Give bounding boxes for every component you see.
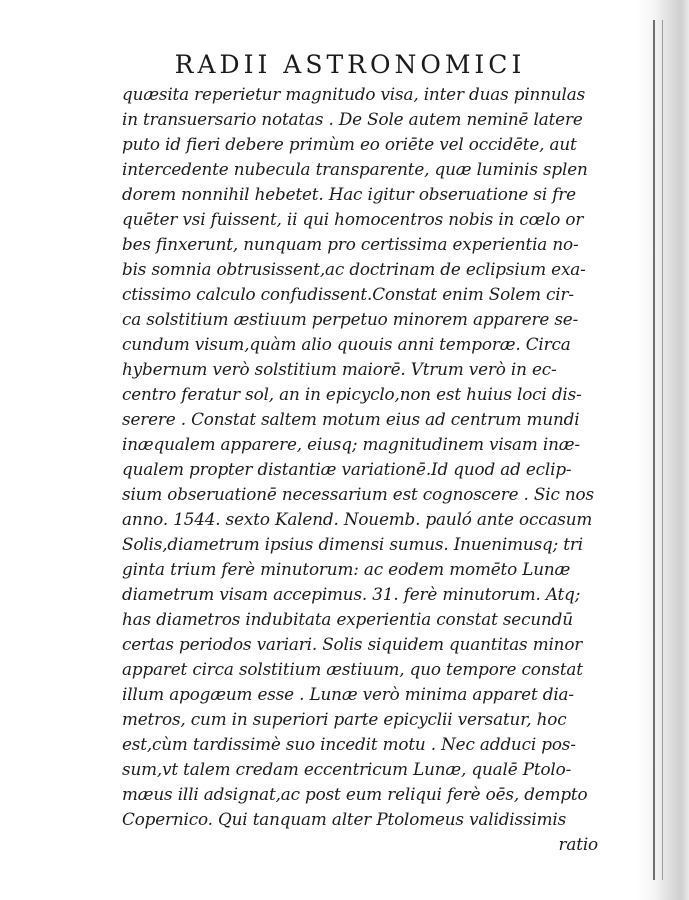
text-line: apparet circa solstitium æstiuum, quo tempore constat — [122, 659, 583, 679]
text-line: has diametros indubitata experientia constat secundū — [122, 609, 573, 629]
text-line: inæqualem apparere, eiusq; magnitudinem visam inæ- — [122, 434, 580, 454]
running-head: RADII ASTRONOMICI — [174, 50, 526, 79]
text-line: ca solstitium æstiuum perpetuo minorem apparere se- — [122, 309, 579, 329]
text-line: metros, cum in superiori parte epicyclii versatur, hoc — [122, 709, 567, 729]
text-line: quæsita reperietur magnitudo visa, inter duas pinnulas — [122, 84, 586, 104]
text-line: hybernum verò solstitium maiorē. Vtrum verò in ec- — [122, 359, 557, 379]
text-line: est,cùm tardissimè suo incedit motu . Nec adduci pos- — [122, 734, 576, 754]
catchword: ratio — [558, 834, 598, 854]
text-line: centro feratur sol, an in epicyclo,non est huius loci dis- — [122, 384, 582, 404]
text-line: cundum visum,quàm alio quouis anni temporæ. Circa — [122, 334, 571, 354]
page-edge-shadow — [637, 0, 689, 900]
text-line: qualem propter distantiæ variationē.Id quod ad eclip- — [122, 459, 572, 479]
text-line: ctissimo calculo confudissent.Constat enim Solem cir- — [122, 284, 574, 304]
text-line: diametrum visam accepimus. 31. ferè minutorum. Atq; — [122, 584, 581, 604]
text-line: serere . Constat saltem motum eius ad centrum mundi — [122, 409, 580, 429]
text-line: certas periodos variari. Solis siquidem quantitas minor — [122, 634, 583, 654]
text-line: illum apogæum esse . Lunæ verò minima apparet dia- — [122, 684, 574, 704]
text-line: sum,vt talem credam eccentricum Lunæ, qualē Ptolo- — [122, 759, 572, 779]
text-line: dorem nonnihil hebetet. Hac igitur obseruatione si fre — [122, 184, 576, 204]
text-line: Copernico. Qui tanquam alter Ptolomeus validissimis — [122, 809, 567, 829]
body-text — [122, 82, 612, 857]
text-line: anno. 1544. sexto Kalend. Nouemb. pauló ante occasum — [122, 509, 593, 529]
text-line: intercedente nubecula transparente, quæ luminis splen — [122, 159, 588, 179]
text-line: bes finxerunt, nunquam pro certissima experientia no- — [122, 234, 579, 254]
text-line: bis somnia obtrusissent,ac doctrinam de eclipsium exa- — [122, 259, 586, 279]
text-line: Solis,diametrum ipsius dimensi sumus. Inuenimusq; tri — [122, 534, 583, 554]
text-line: sium obseruationē necessarium est cognoscere . Sic nos — [122, 484, 594, 504]
text-line: quēter vsi fuissent, ii qui homocentros nobis in cœlo or — [122, 209, 584, 229]
text-line: mæus illi adsignat,ac post eum reliqui ferè oēs, dempto — [122, 784, 588, 804]
text-line: ginta trium ferè minutorum: ac eodem momēto Lunæ — [122, 559, 571, 579]
text-line: puto id fieri debere primùm eo oriēte vel occidēte, aut — [122, 134, 577, 154]
page-edge-line — [662, 20, 663, 880]
page-edge-line — [653, 20, 655, 880]
text-line: in transuersario notatas . De Sole autem neminē latere — [122, 109, 583, 129]
